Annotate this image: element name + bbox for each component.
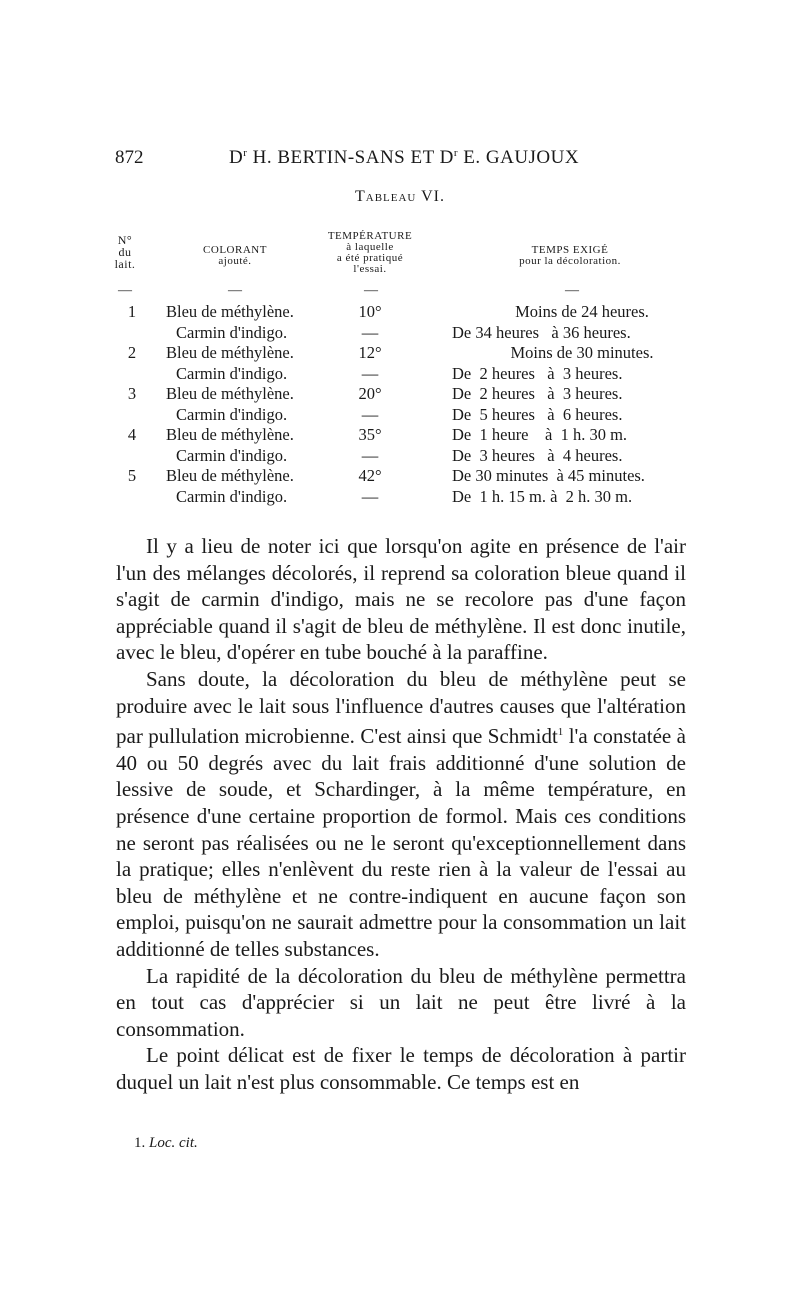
paragraph: Sans doute, la décoloration du bleu de méthylène peut se produire avec le lait sous l'influence d'autres causes que l'altération par pullulation microbienne. C'est ainsi que Schmidt$^1$ l'a constatée à 40 ou 50 degrés avec du lait frais additionné d'une solution de lessive de soude, et Schardinger, à la même température, en présence d'une certaine proportion de formol. Mais ces conditions ne seront pas réalisées ou ne le seront qu'exceptionnellement dans la pratique; elles n'enlèvent du reste rien à la valeur de l'essai au bleu de méthylène et ne contre-indiquent en aucune façon son emploi, puisqu'on ne saurait admettre pour la consommation un lait additionné de telles substances. — [116, 666, 686, 961]
table-row — [0, 323, 800, 344]
row-colorant: Carmin d'indigo. — [176, 322, 288, 342]
row-colorant: Bleu de méthylène. — [166, 384, 294, 403]
row-colorant: Bleu de méthylène. — [166, 302, 294, 321]
row-temps: De 30 minutes à 45 minutes. — [452, 466, 645, 485]
table-row — [0, 487, 800, 508]
row-temps: Moins de 30 minutes. — [510, 343, 654, 362]
row-colorant: Carmin d'indigo. — [176, 486, 288, 506]
row-colorant: Bleu de méthylène. — [166, 466, 294, 485]
row-number: 3 — [127, 384, 137, 403]
row-temperature: 10° — [358, 302, 382, 321]
row-temperature: — — [361, 363, 379, 383]
row-temps: De 3 heures à 4 heures. — [452, 445, 623, 465]
row-temps: De 2 heures à 3 heures. — [452, 363, 623, 383]
row-temperature: 12° — [358, 343, 382, 362]
header-temperature: TEMPÉRATURE à laquelle a été pratiqué l'essai. — [327, 230, 413, 275]
row-number: 1 — [127, 302, 137, 321]
row-temperature: — — [361, 322, 379, 342]
header-no: N° du lait. — [114, 233, 136, 271]
running-head: $D^r$ H. BERTIN-SANS ET $D^r$ E. GAUJOUX — [229, 147, 580, 168]
row-colorant: Carmin d'indigo. — [176, 404, 288, 424]
row-number: 5 — [127, 466, 137, 485]
row-colorant: Bleu de méthylène. — [166, 343, 294, 362]
page-number: 872 — [115, 147, 144, 168]
row-colorant: Carmin d'indigo. — [176, 363, 288, 383]
row-temperature: 20° — [358, 384, 382, 403]
table-row — [0, 446, 800, 467]
footnote-ref: 1 — [557, 726, 564, 739]
table-row — [0, 343, 800, 364]
row-temperature: — — [361, 445, 379, 465]
row-temps: Moins de 24 heures. — [515, 302, 649, 321]
row-number: 2 — [127, 343, 137, 362]
row-temperature: — — [361, 404, 379, 424]
paragraph: La rapidité de la décoloration du bleu de méthylène permettra en tout cas d'apprécier si un lait ne peut être livré à la consommation. — [116, 963, 686, 1041]
paragraph: Il y a lieu de noter ici que lorsqu'on agite en présence de l'air l'un des mélanges décolorés, il reprend sa coloration bleue quand il s'agit de carmin d'indigo, mais ne se recolore pas d'une façon appréciable quand il s'agit de bleu de méthylène. Il est donc inutile, avec le bleu, d'opérer en tube bouché à la paraffine. — [116, 534, 686, 665]
header-rule: — — [118, 283, 132, 298]
row-temperature: 35° — [358, 425, 382, 444]
header-temps: TEMPS EXIGÉ pour la décoloration. — [519, 244, 621, 267]
table-title: Tableau VI. — [355, 188, 445, 205]
row-temps: De 34 heures à 36 heures. — [452, 322, 631, 342]
row-temperature: 42° — [358, 466, 382, 485]
row-temps: De 2 heures à 3 heures. — [452, 384, 623, 403]
row-temperature: — — [361, 486, 379, 506]
row-temps: De 1 heure à 1 h. 30 m. — [452, 425, 628, 444]
row-temps: De 1 h. 15 m. à 2 h. 30 m. — [452, 486, 633, 506]
body-text — [116, 533, 686, 1095]
header-rule: — — [565, 283, 579, 298]
row-colorant: Bleu de méthylène. — [166, 425, 294, 444]
table-row — [0, 466, 800, 487]
row-number: 4 — [127, 425, 137, 444]
header-colorant: COLORANT ajouté. — [203, 244, 267, 267]
table-row — [0, 405, 800, 426]
table-row — [0, 425, 800, 446]
paragraph: Le point délicat est de fixer le temps de décoloration à partir duquel un lait n'est plus consommable. Ce temps est en — [116, 1043, 686, 1094]
header-rule: — — [364, 283, 378, 298]
row-temps: De 5 heures à 6 heures. — [452, 404, 623, 424]
table-row — [0, 302, 800, 323]
header-rule: — — [228, 283, 242, 298]
footnote: 1. Loc. cit. — [134, 1135, 198, 1151]
table-row — [0, 364, 800, 385]
table-row — [0, 384, 800, 405]
row-colorant: Carmin d'indigo. — [176, 445, 288, 465]
